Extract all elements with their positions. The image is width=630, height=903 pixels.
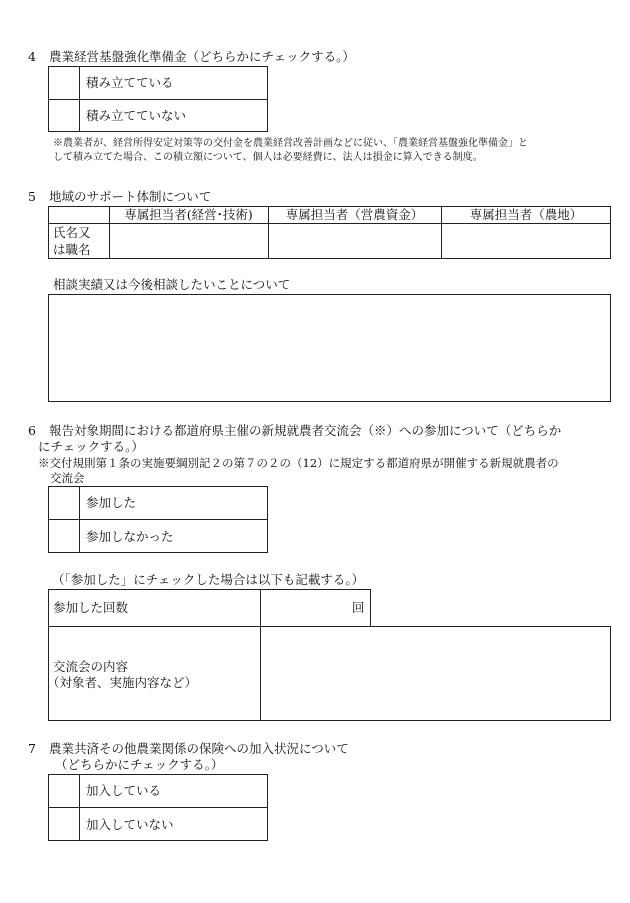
exchange-note-line1: ※交付規則第１条の実施要綱別記２の第７の２の（12）に規定する都道府県が開催する新規就農者の — [38, 456, 559, 470]
table-divider — [79, 486, 80, 553]
insured-checkbox[interactable] — [49, 775, 79, 807]
exchange-content-label-line2: （対象者、実施内容など） — [47, 675, 198, 690]
not-insured-label: 加入していない — [86, 817, 174, 832]
reserve-note-line2: して積み立てた場合、この積立額について、個人は必要経費に、法人は損金に算入できる制度。 — [53, 152, 483, 163]
section-7-number: 7 — [28, 741, 36, 756]
participated-checkbox[interactable] — [49, 487, 79, 519]
reserve-yes-checkbox[interactable] — [49, 67, 79, 99]
section-6-number: 6 — [28, 423, 36, 438]
table-divider — [48, 807, 268, 808]
table-divider — [48, 519, 268, 520]
section-5-number: 5 — [28, 189, 36, 204]
consultation-textarea[interactable] — [48, 294, 611, 402]
participation-count-input[interactable] — [261, 590, 350, 626]
table-divider — [79, 774, 80, 841]
insured-label: 加入している — [86, 783, 162, 798]
col-header-farmland: 専属担当者（農地） — [469, 207, 583, 222]
section-6-title-line1: 報告対象期間における都道府県主催の新規就農者交流会（※）への参加について（どちらか — [49, 423, 562, 438]
reserve-note-line1: ※農業者が、経営所得安定対策等の交付金を農業経営改善計画などに従い、「農業経営基盤強化準備金」と — [53, 138, 528, 149]
exchange-content-label-line1: 交流会の内容 — [53, 659, 129, 674]
reserve-yes-label: 積み立てている — [86, 75, 174, 90]
section-6-title-line2: にチェックする。） — [38, 439, 144, 454]
row-label-name-line2: は職名 — [53, 242, 91, 257]
section-5-title: 地域のサポート体制について — [49, 189, 212, 204]
col-header-funding: 専属担当者（営農資金） — [285, 207, 424, 222]
funding-staff-field[interactable] — [269, 224, 441, 258]
count-unit-label: 回 — [352, 600, 365, 615]
farmland-staff-field[interactable] — [442, 224, 610, 258]
participated-label: 参加した — [86, 495, 137, 510]
table-divider — [79, 66, 80, 132]
section-7-title-line1: 農業共済その他農業関係の保険への加入状況について — [49, 741, 349, 756]
section-4-number: 4 — [28, 49, 36, 64]
exchange-note-line2: 交流会 — [50, 471, 85, 485]
col-header-management: 専属担当者(経営･技術) — [124, 207, 253, 222]
not-participated-label: 参加しなかった — [86, 529, 174, 544]
not-participated-checkbox[interactable] — [49, 520, 79, 552]
consultation-label: 相談実績又は今後相談したいことについて — [53, 277, 291, 292]
exchange-content-textarea[interactable] — [261, 627, 610, 720]
management-staff-field[interactable] — [110, 224, 268, 258]
reserve-no-label: 積み立てていない — [86, 108, 187, 123]
section-7-title-line2: （どちらかにチェックする。） — [55, 757, 224, 772]
row-label-name-line1: 氏名又 — [53, 225, 91, 240]
section-4-title: 農業経営基盤強化準備金（どちらかにチェックする。） — [49, 49, 355, 64]
reserve-no-checkbox[interactable] — [49, 100, 79, 131]
not-insured-checkbox[interactable] — [49, 808, 79, 840]
participation-count-label: 参加した回数 — [53, 600, 129, 615]
table-divider — [48, 99, 268, 100]
participated-condition-note: （「参加した」にチェックした場合は以下も記載する。） — [52, 572, 365, 587]
